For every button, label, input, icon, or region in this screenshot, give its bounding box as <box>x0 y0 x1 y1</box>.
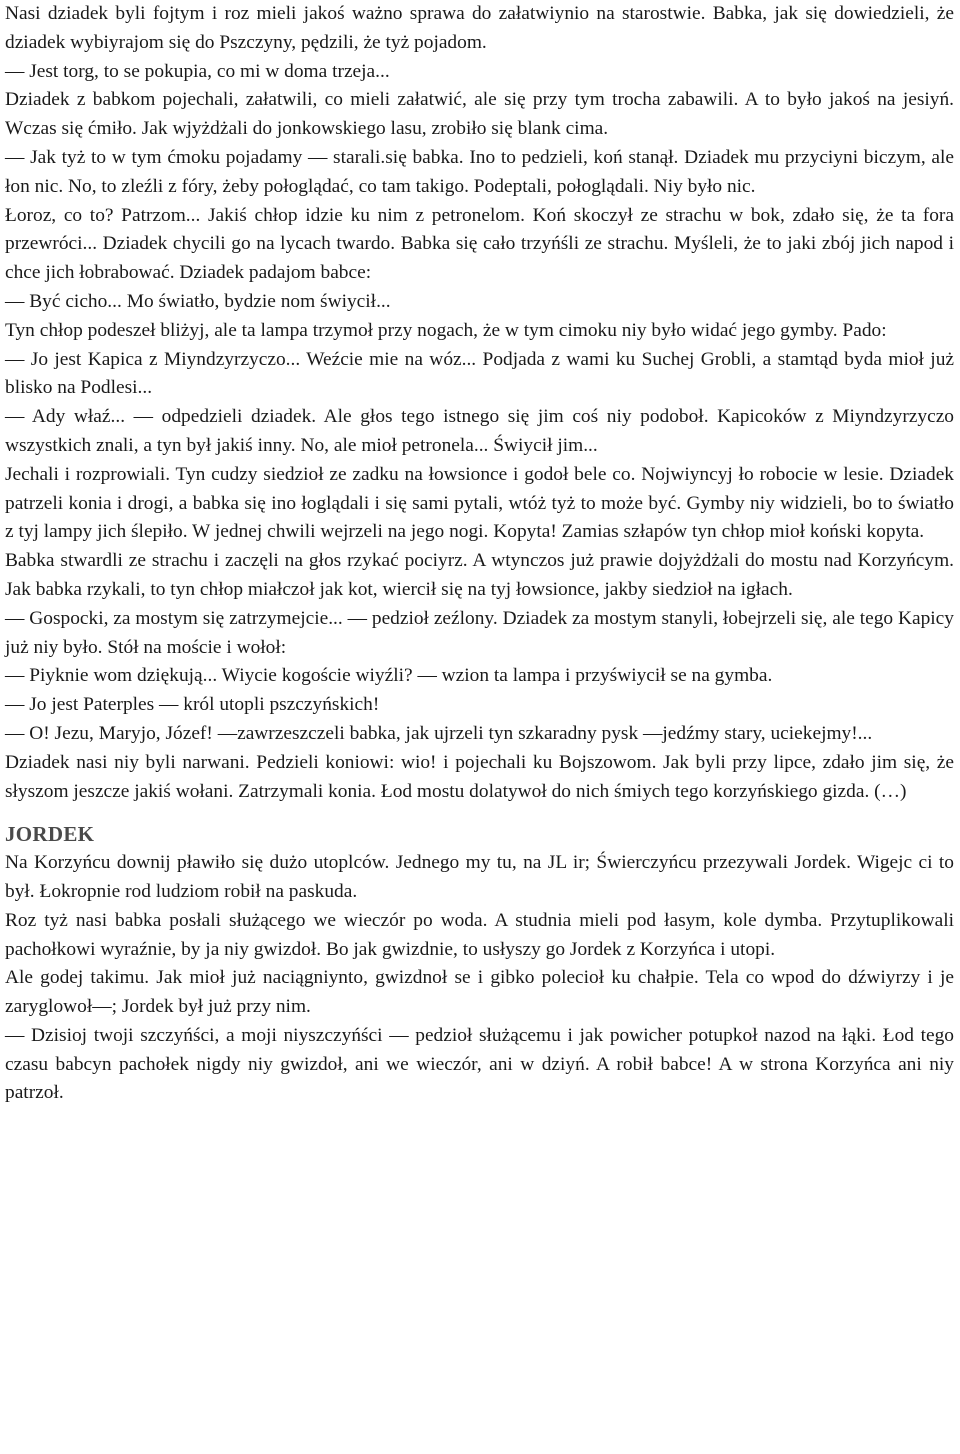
dialogue-line: — Ady właź... — odpedzieli dziadek. Ale głos tego istnego się jim coś niy podoboł. Kapicoków z Miyndzyrzyczo wszystkich znali, a tyn był jakiś inny. No, ale mioł petronela... Świycił jim... <box>5 406 954 456</box>
section-heading: JORDEK <box>5 822 95 847</box>
dialogue-line: — Jo jest Paterples — król utopli pszczyńskich! <box>5 694 380 716</box>
dialogue-line: — Być cicho... Mo światło, bydzie nom świycił... <box>5 290 391 312</box>
paragraph: Na Korzyńcu downij pławiło się dużo utoplców. Jednego my tu, na JL ir; Świerczyńcu przezywali Jordek. Wigejc ci to był. Łokropnie rod ludziom robił na paskuda. <box>5 852 954 902</box>
dialogue-line: — Jest torg, to se pokupia, co mi w doma trzeja... <box>5 60 390 82</box>
paragraph: Babka stwardli ze strachu i zaczęli na głos rzykać pociyrz. A wtynczos już prawie dojyżdżali do mostu nad Korzyńcym. Jak babka rzykali, to tyn chłop miałczoł jak kot, wiercił się na tyj łowsionce, jakby siedzioł na igłach. <box>5 550 954 600</box>
dialogue-line: — Piyknie wom dziękują... Wiycie kogoście wiyźli? — wzion ta lampa i przyświycił se na gymba. <box>5 665 773 687</box>
paragraph: Ale godej takimu. Jak mioł już naciągniynto, gwizdnoł se i gibko polecioł ku chałpie. Tela co wpod do dźwiyrzy i je zaryglowoł—; Jordek był już przy nim. <box>5 967 954 1018</box>
paragraph: Nasi dziadek byli fojtym i roz mieli jakoś ważno sprawa do załatwiynio na starostwie. Babka, jak się dowiedzieli, że dziadek wybiyrajom się do Pszczyny, pędzili, że tyż pojadom. <box>5 3 954 53</box>
paragraph: Tyn chłop podeszeł bliżyj, ale ta lampa trzymoł przy nogach, że w tym cimoku niy było widać jego gymby. Pado: <box>5 319 887 341</box>
dialogue-line: — Jak tyż to w tym ćmoku pojadamy — starali.się babka. Ino to pedzieli, koń stanął. Dziadek mu przyciyni biczym, ale łon nic. No, to zleźli z fóry, żeby połoglądać, co tam takigo. Podeptali, połoglądali. Niy było nic. <box>5 146 954 197</box>
paragraph: Jechali i rozprowiali. Tyn cudzy siedzioł ze zadku na łowsionce i godoł bele co. Nojwiyncyj ło robocie w lesie. Dziadek patrzeli konia i drogi, a babka się ino łoglądali i się sami pytali, wtóż tyż to może być. Gymby niy widzieli, bo to światło z tyj lampy jich ślepiło. W jednej chwili wejrzeli na jego nogi. Kopyta! Zamias szłapów tyn chłop mioł koński kopyta. <box>5 463 954 543</box>
story-jordek <box>5 820 954 1108</box>
dialogue-line: — Dzisioj twoji szczyńści, a moji niyszczyńści — pedzioł służącemu i jak powicher potupkoł nazod na łąki. Łod tego czasu babcyn pachołek nigdy niy gwizdoł, ani we wieczór, ani w dziyń. A robił babce! A w strona Korzyńca ani niy patrzoł. <box>5 1024 954 1104</box>
paragraph: Dziadek z babkom pojechali, załatwili, co mieli załatwić, ale się przy tym trocha zabawili. A to było jakoś na jesiyń. Wczas się ćmiło. Jak wjyżdżali do jonkowskiego lasu, zrobiło się blank cima. <box>5 89 954 140</box>
dialogue-line: — Gospocki, za mostym się zatrzymejcie... — pedzioł zeźlony. Dziadek za mostym stanyli, łobejrzeli się, ale tego Kapicy już niy było. Stół na moście i wołoł: <box>5 607 954 658</box>
paragraph: Dziadek nasi niy byli narwani. Pedzieli koniowi: wio! i pojechali ku Bojszowom. Jak byli przy lipce, zdało jim się, że słyszom jeszcze jakiś wołani. Zatrzymali konia. Łod mostu dolatywoł do nich śmiych tego korzyńskiego gizda. (…) <box>5 751 954 802</box>
story-paterples <box>5 0 954 806</box>
paragraph: Łoroz, co to? Patrzom... Jakiś chłop idzie ku nim z petronelom. Koń skoczył ze strachu w bok, zdało się, że ta fora przewróci... Dziadek chycili go na lycach twardo. Babka się cało trzyńśli ze strachu. Myśleli, że to jaki zbój jich napod i chce jich łobrabować. Dziadek padajom babce: <box>5 204 954 284</box>
dialogue-line: — Jo jest Kapica z Miyndzyrzyczo... Weźcie mie na wóz... Podjada z wami ku Suchej Grobli, a stamtąd byda mioł już blisko na Podlesi... <box>5 348 954 399</box>
dialogue-line: — O! Jezu, Maryjo, Józef! —zawrzeszczeli babka, jak ujrzeli tyn szkaradny pysk —jedźmy stary, uciekejmy!... <box>5 722 873 744</box>
paragraph: Roz tyż nasi babka posłali służącego we wieczór po woda. A studnia mieli pod łasym, kole dymba. Przytuplikowali pachołkowi wyraźnie, by ja niy gwizdoł. Bo jak gwizdnie, to usłyszy go Jordek z Korzyńca i utopi. <box>5 909 954 960</box>
